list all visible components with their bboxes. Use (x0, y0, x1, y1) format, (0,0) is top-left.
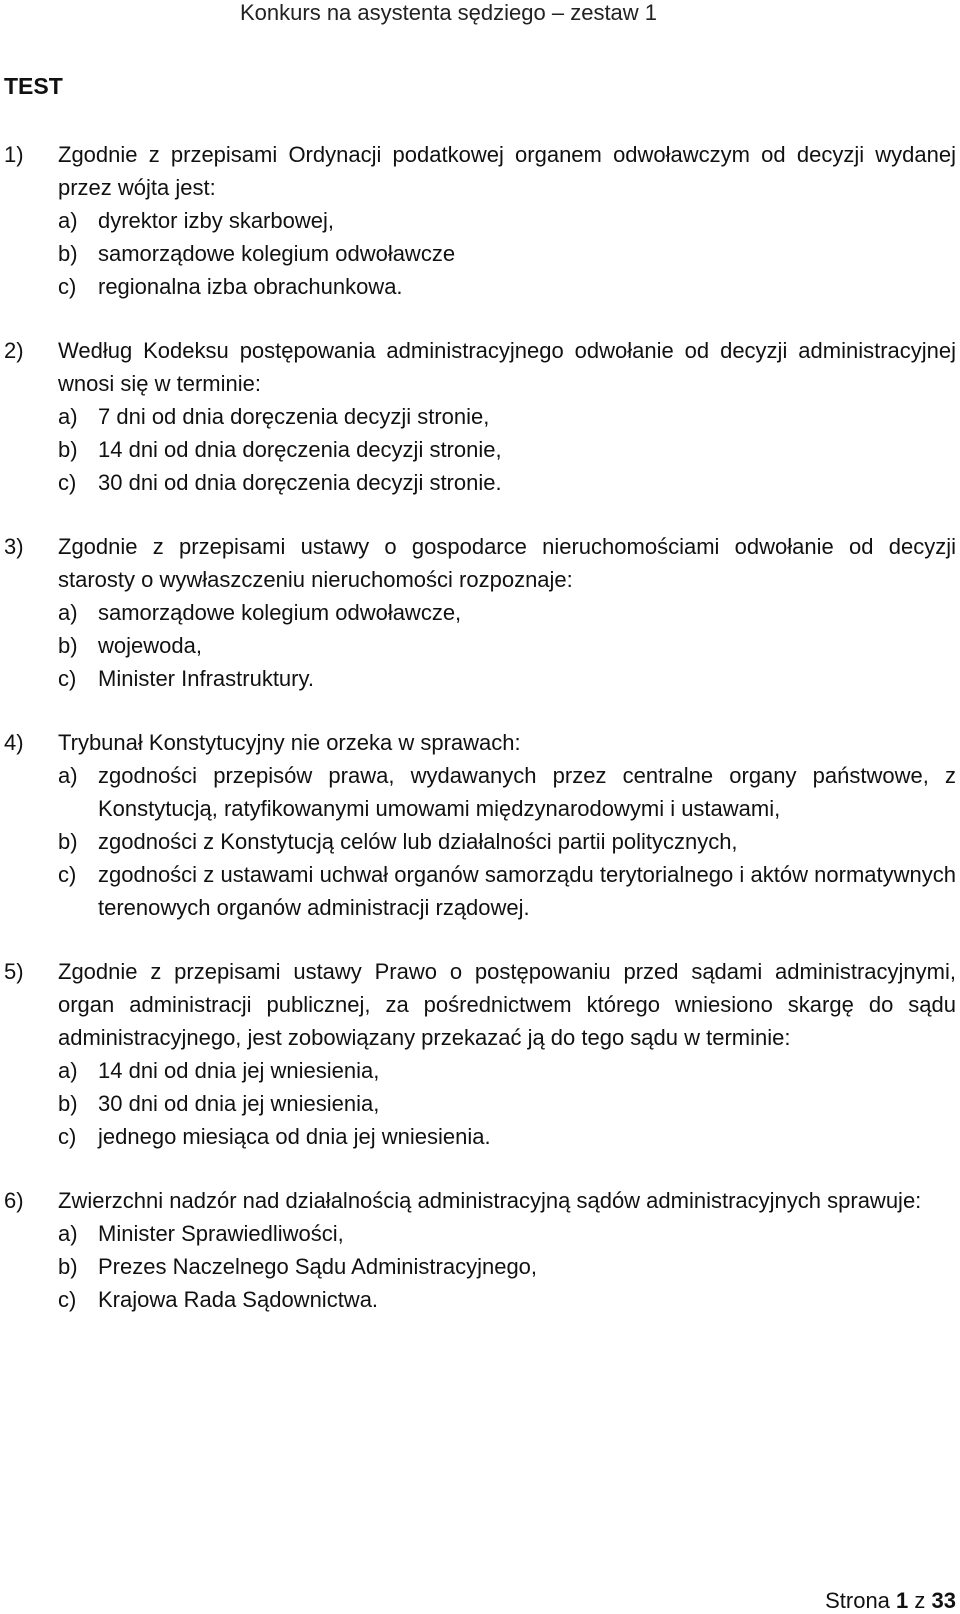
answer-letter: c) (58, 274, 77, 299)
answer-option (58, 400, 956, 433)
question-text: Trybunał Konstytucyjny nie orzeka w sprawach: (58, 730, 521, 755)
question-text: Zgodnie z przepisami Ordynacji podatkowej organem odwoławczym od decyzji wydanej przez wójta jest: (58, 142, 956, 200)
answer-letter: b) (58, 1091, 78, 1116)
answer-text: 14 dni od dnia jej wniesienia, (98, 1058, 380, 1083)
answer-text: wojewoda, (98, 633, 202, 658)
answer-list (58, 1054, 956, 1153)
answer-option (58, 858, 956, 924)
page-footer (825, 1588, 956, 1614)
question-6 (4, 1184, 956, 1316)
total-page-count: 33 (931, 1588, 956, 1613)
question-number: 1) (4, 142, 24, 167)
answer-letter: b) (58, 633, 78, 658)
answer-letter: b) (58, 437, 78, 462)
answer-option (58, 662, 956, 695)
question-number: 4) (4, 730, 24, 755)
page-header: Konkurs na asystenta sędziego – zestaw 1 (240, 0, 658, 25)
answer-text: zgodności z Konstytucją celów lub działalności partii politycznych, (98, 829, 738, 854)
answer-text: 7 dni od dnia doręczenia decyzji stronie, (98, 404, 490, 429)
answer-option (58, 596, 956, 629)
answer-list (58, 1217, 956, 1316)
question-text: Zgodnie z przepisami ustawy o gospodarce nieruchomościami odwołanie od decyzji starosty o wywłaszczeniu nieruchomości rozpoznaje: (58, 534, 956, 592)
answer-text: Minister Infrastruktury. (98, 666, 314, 691)
question-text: Zgodnie z przepisami ustawy Prawo o postępowaniu przed sądami administracyjnymi, organ administracji publicznej, za pośrednictwem którego wniesiono skargę do sądu administracyjnego, jest zobowiązany przekazać ją do tego sądu w terminie: (58, 959, 956, 1050)
answer-option (58, 759, 956, 825)
question-4 (4, 726, 956, 924)
question-number: 5) (4, 959, 24, 984)
answer-option (58, 825, 956, 858)
question-text: Zwierzchni nadzór nad działalnością administracyjną sądów administracyjnych sprawuje: (58, 1188, 922, 1213)
answer-text: jednego miesiąca od dnia jej wniesienia. (98, 1124, 491, 1149)
answer-text: samorządowe kolegium odwoławcze (98, 241, 456, 266)
answer-list (58, 204, 956, 303)
question-2 (4, 334, 956, 499)
answer-option (58, 1217, 956, 1250)
answer-letter: c) (58, 470, 77, 495)
answer-letter: a) (58, 763, 78, 788)
answer-letter: b) (58, 829, 78, 854)
answer-letter: c) (58, 666, 77, 691)
answer-text: Prezes Naczelnego Sądu Administracyjnego, (98, 1254, 538, 1279)
answer-letter: a) (58, 1221, 78, 1246)
question-text: Według Kodeksu postępowania administracyjnego odwołanie od decyzji administracyjnej wnosi się w terminie: (58, 338, 956, 396)
answer-text: 30 dni od dnia jej wniesienia, (98, 1091, 380, 1116)
answer-option (58, 1250, 956, 1283)
answer-list (58, 400, 956, 499)
answer-option (58, 237, 956, 270)
answer-letter: c) (58, 1124, 77, 1149)
answer-option (58, 466, 956, 499)
answer-option (58, 433, 956, 466)
answer-text: Minister Sprawiedliwości, (98, 1221, 344, 1246)
answer-list (58, 596, 956, 695)
answer-option (58, 204, 956, 237)
answer-text: zgodności przepisów prawa, wydawanych przez centralne organy państwowe, z Konstytucją, ratyfikowanymi umowami międzynarodowymi i ustawami, (98, 763, 956, 821)
question-list (4, 138, 956, 1347)
answer-letter: b) (58, 1254, 78, 1279)
answer-option (58, 1087, 956, 1120)
answer-text: zgodności z ustawami uchwał organów samorządu terytorialnego i aktów normatywnych terenowych organów administracji rządowej. (98, 862, 956, 920)
answer-letter: c) (58, 862, 77, 887)
page-separator: z (908, 1588, 932, 1613)
question-3 (4, 530, 956, 695)
answer-letter: a) (58, 404, 78, 429)
answer-option (58, 1283, 956, 1316)
answer-option (58, 1054, 956, 1087)
question-1 (4, 138, 956, 303)
question-number: 2) (4, 338, 24, 363)
question-5 (4, 955, 956, 1153)
answer-text: samorządowe kolegium odwoławcze, (98, 600, 462, 625)
test-title: TEST (4, 73, 63, 99)
answer-text: 14 dni od dnia doręczenia decyzji stronie, (98, 437, 502, 462)
answer-text: regionalna izba obrachunkowa. (98, 274, 403, 299)
answer-letter: a) (58, 600, 78, 625)
answer-letter: a) (58, 208, 78, 233)
answer-text: 30 dni od dnia doręczenia decyzji stronie. (98, 470, 502, 495)
answer-letter: a) (58, 1058, 78, 1083)
answer-option (58, 270, 956, 303)
question-number: 6) (4, 1188, 24, 1213)
answer-option (58, 629, 956, 662)
page-label: Strona (825, 1588, 897, 1613)
current-page-number: 1 (896, 1588, 909, 1613)
question-number: 3) (4, 534, 24, 559)
answer-letter: c) (58, 1287, 77, 1312)
answer-text: dyrektor izby skarbowej, (98, 208, 334, 233)
answer-letter: b) (58, 241, 78, 266)
answer-option (58, 1120, 956, 1153)
answer-text: Krajowa Rada Sądownictwa. (98, 1287, 379, 1312)
answer-list (58, 759, 956, 924)
